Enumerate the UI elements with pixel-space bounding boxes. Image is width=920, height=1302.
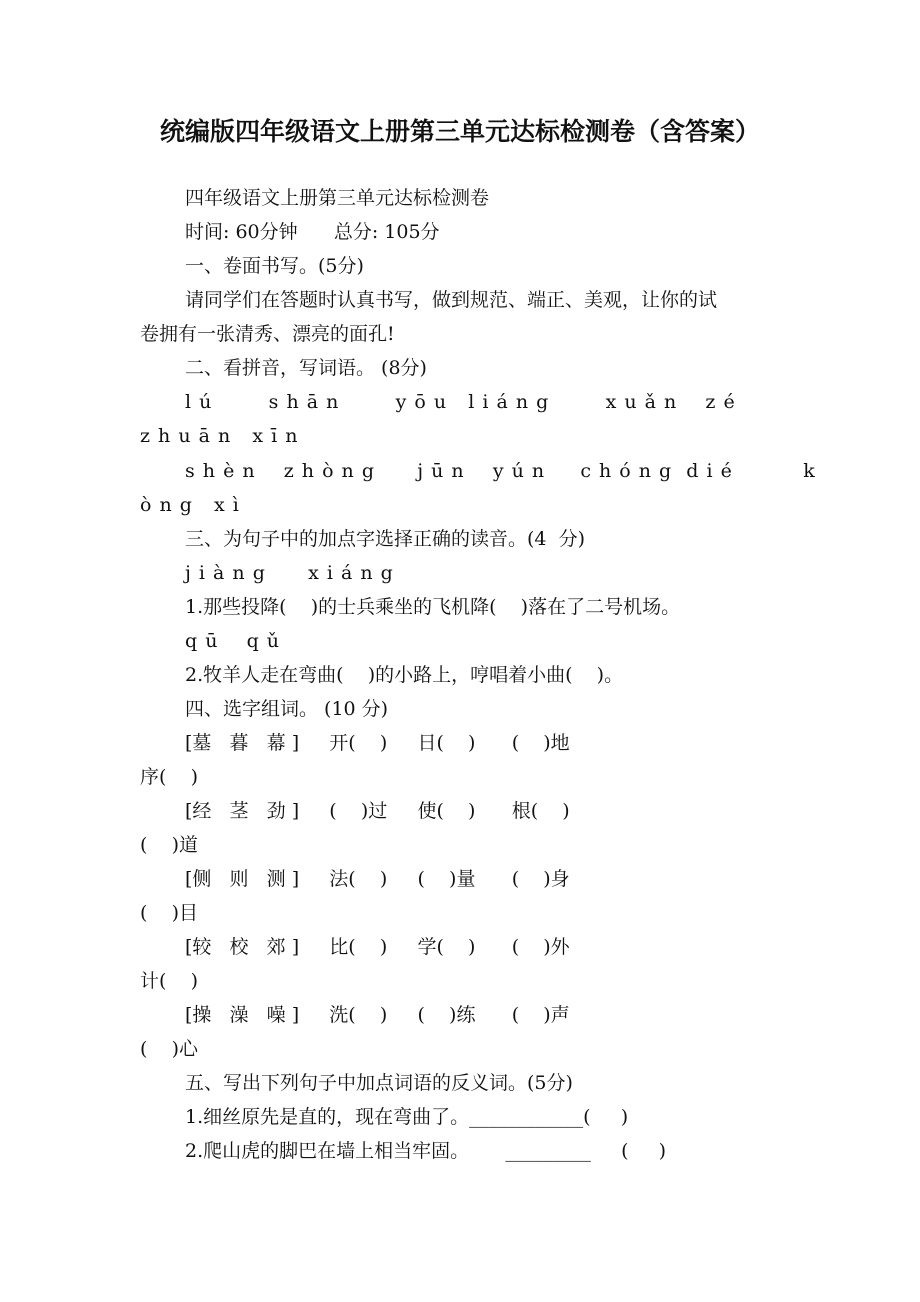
word-group-1: [墓 暮 幕 ] 开( ) 日( ) ( )地 — [185, 732, 570, 754]
document-title: 统编版四年级语文上册第三单元达标检测卷（含答案） — [159, 117, 760, 146]
word-group-4: [较 校 郊 ] 比( ) 学( ) ( )外 — [185, 936, 570, 958]
section-4-heading: 四、选字组词。 (10 分) — [185, 698, 389, 720]
pinyin-row-2-cont: ò n g x ì — [140, 494, 240, 516]
word-group-3-cont: ( )目 — [140, 902, 198, 924]
word-group-4-cont: 计( ) — [140, 970, 198, 992]
question-5-1: 1.细丝原先是直的，现在弯曲了。____________( ) — [185, 1106, 629, 1128]
exam-time-score: 时间: 60分钟 总分: 105分 — [185, 221, 440, 243]
exam-heading: 四年级语文上册第三单元达标检测卷 — [185, 187, 490, 209]
question-3-2: 2.牧羊人走在弯曲( )的小路上，哼唱着小曲( )。 — [185, 664, 624, 686]
pinyin-row-1-cont: z h u ā n x ī n — [140, 425, 299, 447]
section-1-heading: 一、卷面书写。(5分) — [185, 255, 364, 277]
section-1-text-cont: 卷拥有一张清秀、漂亮的面孔! — [140, 323, 395, 345]
section-5-heading: 五、写出下列句子中加点词语的反义词。(5分) — [185, 1072, 573, 1094]
section-3-heading: 三、为句子中的加点字选择正确的读音。(4 分) — [185, 528, 585, 550]
pinyin-options-2: q ū q ǔ — [185, 630, 281, 652]
word-group-2-cont: ( )道 — [140, 834, 198, 856]
pinyin-options-1: j i à n g x i á n g — [185, 562, 394, 584]
word-group-5: [操 澡 噪 ] 洗( ) ( )练 ( )声 — [185, 1004, 570, 1026]
pinyin-row-1: l ú s h ā n y ō u l i á n g x u ǎ n z é — [185, 391, 736, 413]
section-1-text: 请同学们在答题时认真书写，做到规范、端正、美观，让你的试 — [185, 289, 718, 311]
question-5-2: 2.爬山虎的脚巴在墙上相当牢固。 _________ ( ) — [185, 1140, 667, 1162]
word-group-3: [侧 则 测 ] 法( ) ( )量 ( )身 — [185, 868, 570, 890]
word-group-2: [经 茎 劲 ] ( )过 使( ) 根( ) — [185, 800, 570, 822]
question-3-1: 1.那些投降( )的士兵乘坐的飞机降( )落在了二号机场。 — [185, 596, 681, 618]
pinyin-row-2: s h è n z h ò n g j ū n y ú n c h ó n g d i é k — [185, 460, 816, 482]
section-2-heading: 二、看拼音，写词语。 (8分) — [185, 357, 427, 379]
word-group-5-cont: ( )心 — [140, 1038, 198, 1060]
word-group-1-cont: 序( ) — [140, 766, 198, 788]
